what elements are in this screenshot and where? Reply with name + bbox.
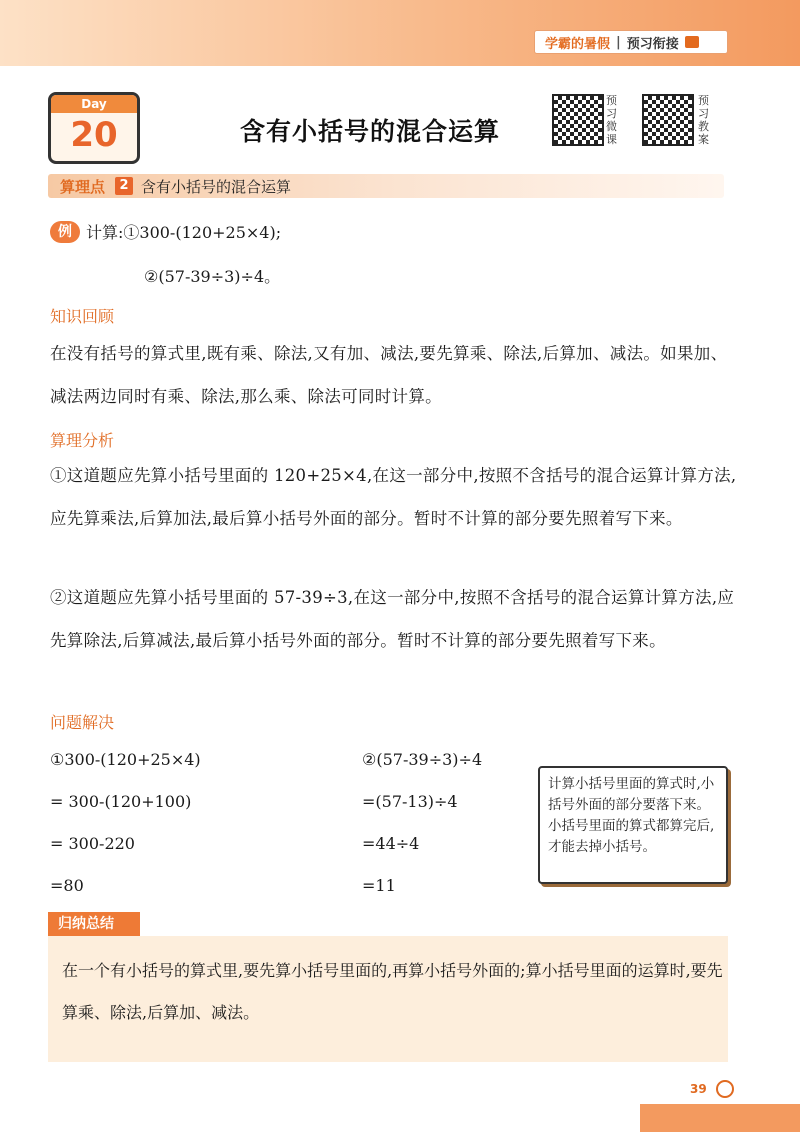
solution-left-4: =80 <box>50 876 84 895</box>
example-badge: 例 <box>50 221 80 243</box>
qr-code-icon[interactable] <box>642 94 694 146</box>
example-line-1: 计算:①300-(120+25×4); <box>86 223 282 242</box>
analysis-paragraph-2: ②这道题应先算小括号里面的 57-39÷3,在这一部分中,按照不含括号的混合运算计算方法,应先算除法,后算减法,最后算小括号外面的部分。暂时不计算的部分要先照着写下来。 <box>50 588 735 650</box>
solution-right-3: =44÷4 <box>362 834 420 853</box>
example-line-2: ②(57-39÷3)÷4。 <box>144 267 281 286</box>
solution-right-1: ②(57-39÷3)÷4 <box>362 750 483 769</box>
analysis-heading: 算理分析 <box>50 431 115 450</box>
day-number: 20 <box>70 115 118 155</box>
sun-icon <box>716 1080 734 1098</box>
qr-label-2: 预习教案 <box>698 94 709 146</box>
section-title: 含有小括号的混合运算 <box>141 177 292 196</box>
day-badge <box>48 92 140 164</box>
section-tag: 算理点 <box>60 177 106 196</box>
series-highlight: 学霸的暑假 <box>545 36 611 52</box>
section-bar <box>48 174 724 198</box>
review-heading: 知识回顾 <box>50 307 115 326</box>
series-tab <box>534 30 728 54</box>
page-number: 39 <box>690 1082 707 1096</box>
page-title: 含有小括号的混合运算 <box>240 117 501 146</box>
series-separator: | <box>616 34 621 50</box>
section-number: 2 <box>115 177 133 195</box>
solution-left-3: = 300-220 <box>50 834 135 853</box>
example <box>50 220 281 243</box>
solution-right-2: =(57-13)÷4 <box>362 792 458 811</box>
summary-heading: 归纳总结 <box>48 912 140 936</box>
summary-text: 在一个有小括号的算式里,要先算小括号里面的,再算小括号外面的;算小括号里面的运算时,要先算乘、除法,后算加、减法。 <box>48 936 728 1062</box>
qr-label-1: 预习微课 <box>606 94 617 146</box>
solution-heading: 问题解决 <box>50 713 115 732</box>
solution-left-2: = 300-(120+100) <box>50 792 192 811</box>
solution-left-1: ①300-(120+25×4) <box>50 750 201 769</box>
qr-code-icon[interactable] <box>552 94 604 146</box>
day-label: Day <box>51 95 137 113</box>
footer-band <box>640 1104 800 1132</box>
solution-right-4: =11 <box>362 876 396 895</box>
tip-note: 计算小括号里面的算式时,小括号外面的部分要落下来。小括号里面的算式都算完后,才能去掉小括号。 <box>538 766 728 884</box>
review-text: 在没有括号的算式里,既有乘、除法,又有加、减法,要先算乘、除法,后算加、减法。如果加、减法两边同时有乘、除法,那么乘、除法可同时计算。 <box>50 344 728 406</box>
analysis-paragraph-1: ①这道题应先算小括号里面的 120+25×4,在这一部分中,按照不含括号的混合运算计算方法,应先算乘法,后算加法,最后算小括号外面的部分。暂时不计算的部分要先照着写下来。 <box>50 466 737 528</box>
series-name: 预习衔接 <box>626 36 679 52</box>
book-icon <box>685 36 699 48</box>
